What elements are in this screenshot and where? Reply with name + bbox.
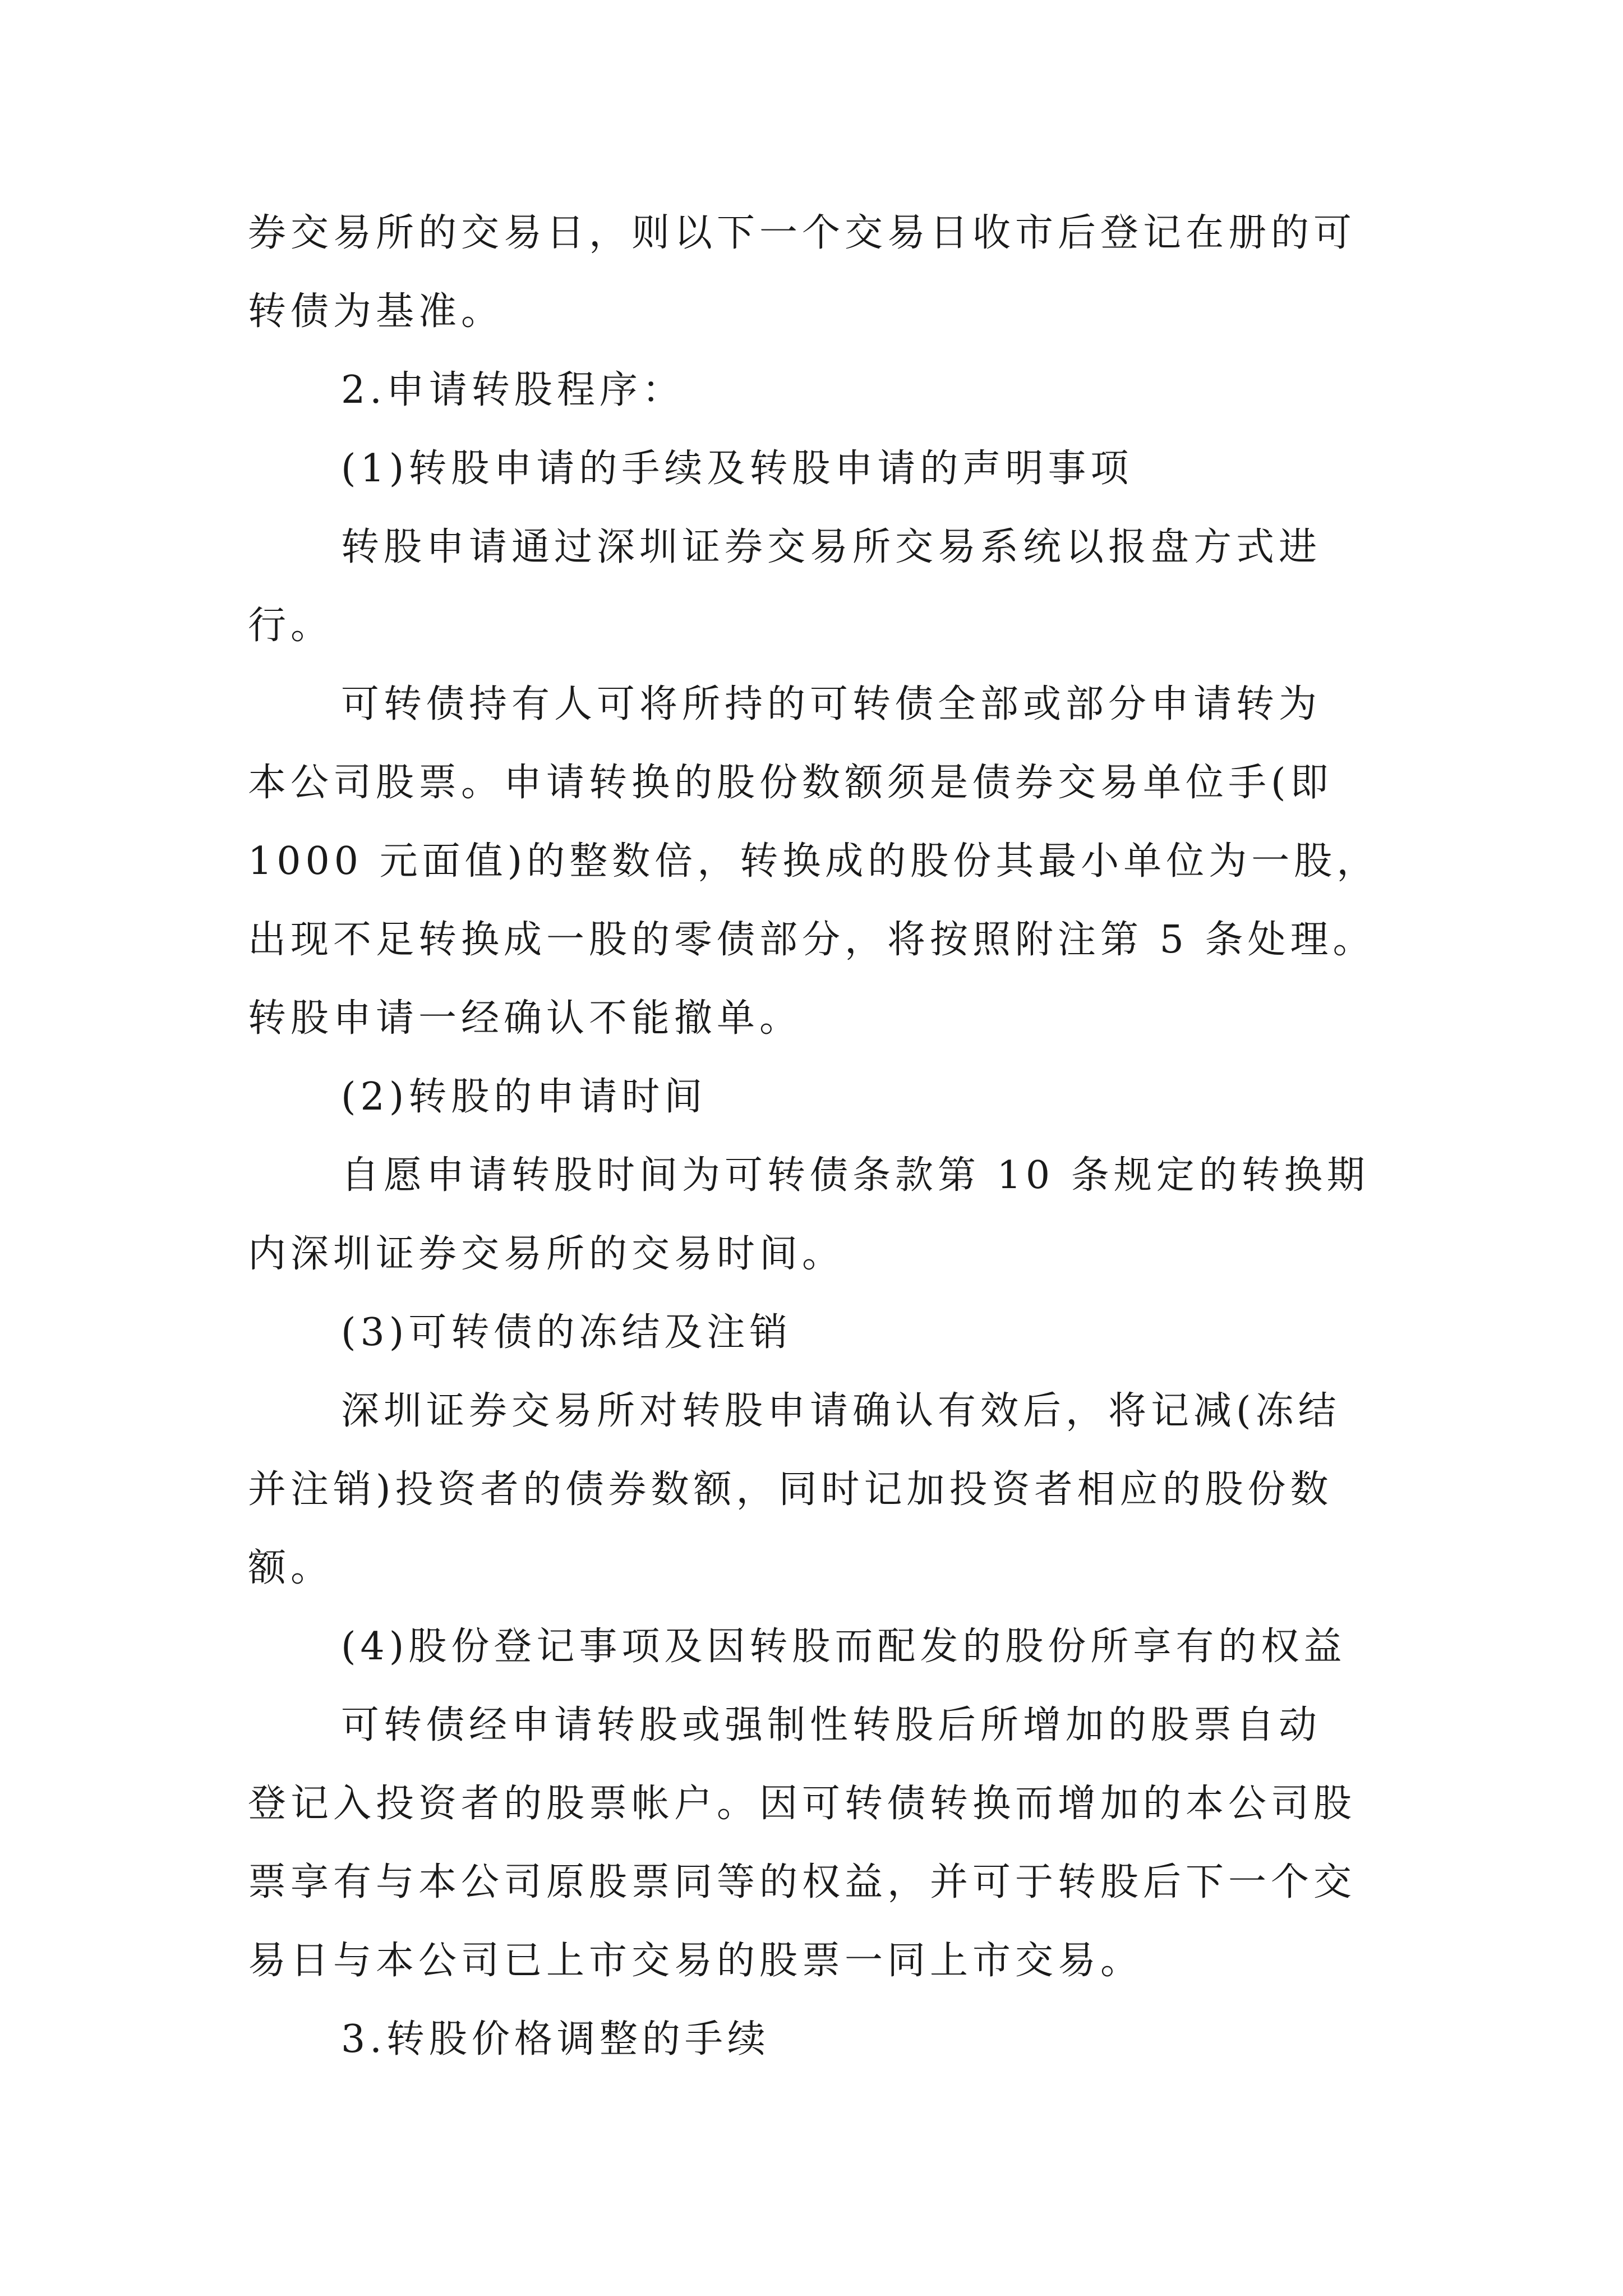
text-line: 额。 (248, 1546, 334, 1590)
text-line: 票享有与本公司原股票同等的权益，并可于转股后下一个交 (248, 1860, 1357, 1904)
text-line: 券交易所的交易日，则以下一个交易日收市后登记在册的可 (248, 211, 1357, 255)
text-line: 行。 (248, 604, 334, 648)
text-line: 转债为基准。 (248, 289, 504, 334)
text-line: 1000 元面值)的整数倍，转换成的股份其最小单位为一股， (248, 839, 1380, 884)
text-line: 内深圳证券交易所的交易时间。 (248, 1232, 845, 1276)
subsection-heading: (4)股份登记事项及因转股而配发的股份所享有的权益 (341, 1625, 1347, 1669)
text-line: 可转债持有人可将所持的可转债全部或部分申请转为 (341, 682, 1322, 726)
text-line: 可转债经申请转股或强制性转股后所增加的股票自动 (341, 1703, 1322, 1747)
section-heading: 2.申请转股程序： (341, 368, 685, 412)
text-line: 并注销)投资者的债券数额，同时记加投资者相应的股份数 (248, 1467, 1333, 1512)
text-line: 深圳证券交易所对转股申请确认有效后，将记减(冻结 (341, 1389, 1341, 1433)
text-line: 出现不足转换成一股的零债部分，将按照附注第 5 条处理。 (248, 918, 1376, 962)
text-line: 登记入投资者的股票帐户。因可转债转换而增加的本公司股 (248, 1782, 1357, 1826)
text-line: 本公司股票。申请转换的股份数额须是债券交易单位手(即 (248, 761, 1333, 805)
text-line: 自愿申请转股时间为可转债条款第 10 条规定的转换期 (341, 1153, 1370, 1198)
subsection-heading: (1)转股申请的手续及转股申请的声明事项 (341, 447, 1133, 491)
section-heading: 3.转股价格调整的手续 (341, 2017, 770, 2062)
text-line: 转股申请一经确认不能撤单。 (248, 996, 803, 1041)
subsection-heading: (2)转股的申请时间 (341, 1075, 707, 1119)
subsection-heading: (3)可转债的冻结及注销 (341, 1310, 792, 1355)
text-line: 易日与本公司已上市交易的股票一同上市交易。 (248, 1939, 1144, 1983)
text-line: 转股申请通过深圳证券交易所交易系统以报盘方式进 (341, 525, 1322, 569)
